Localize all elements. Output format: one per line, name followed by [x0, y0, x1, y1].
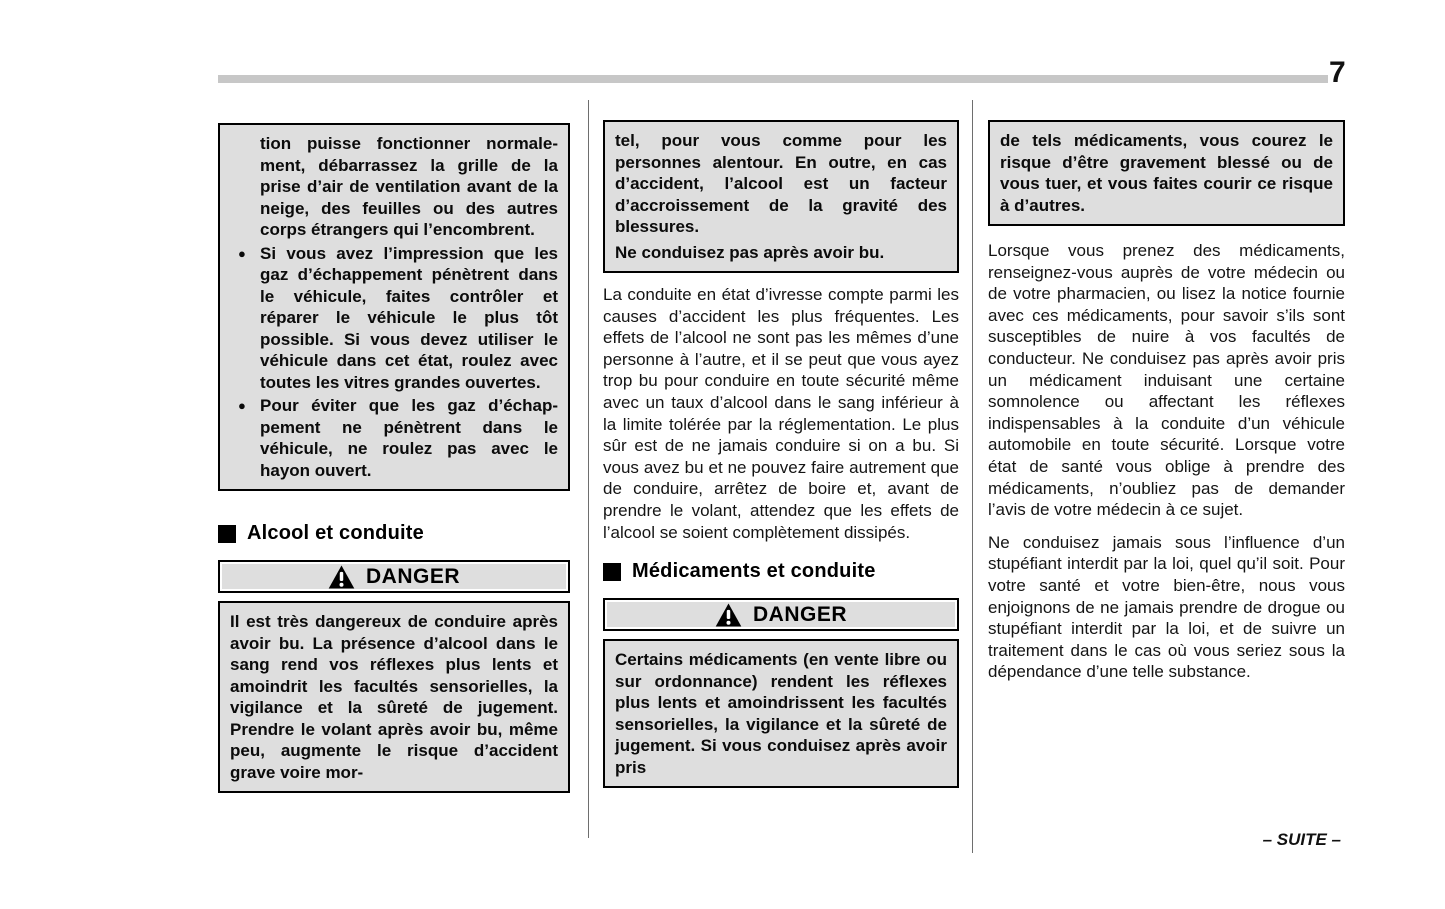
- warning-triangle-icon: [715, 603, 742, 627]
- section-heading-medicaments: [603, 560, 959, 583]
- warning-box-carryover: [218, 123, 570, 491]
- column-2: [603, 120, 959, 788]
- warning-text: tel, pour vous comme pour les personnes alentour. En outre, en cas d’accident, l’alcool est un facteur d’accroissement de la gravité des blessures.: [615, 131, 947, 236]
- body-paragraph: Lorsque vous prenez des médicaments, renseignez-vous auprès de votre médecin ou de votre pharmacien, ou lisez la notice fournie avec ces médicaments, pour savoir s’ils sont susceptibles de nuire à vos facultés de conducteur. Ne conduisez pas après avoir pris un médicament induisant une certaine somnolence ou affectant les réflexes indispensables à la conduite d’un véhicule automobile en toute sécurité. Lorsque votre état de santé vous oblige à prendre des médicaments, n’oubliez pas de demander l’avis de votre médecin à ce sujet.: [988, 241, 1345, 520]
- warning-text: Ne conduisez pas après avoir bu.: [615, 242, 885, 262]
- warning-triangle-icon: [328, 565, 355, 589]
- danger-label: DANGER: [752, 602, 847, 626]
- list-item: [230, 395, 558, 481]
- danger-text: Certains médicaments (en vente libre ou sur ordonnance) rendent les réflexes plus lents et amoindrissent les facultés sensorielles, la vigilance et la sûreté de jugement. Si vous conduisez après avoir pris: [615, 650, 947, 777]
- section-heading-text: Alcool et conduite: [247, 522, 424, 544]
- heading-square-icon: [218, 525, 236, 543]
- list-item: [230, 243, 558, 394]
- bullet-text: Pour éviter que les gaz d’échappement ne pénètrent dans le véhicule, ne roulez pas avec le hayon ouvert.: [260, 396, 558, 480]
- section-heading-text: Médicaments et conduite: [632, 560, 876, 583]
- column-1: [218, 123, 570, 793]
- continuation-marker: – SUITE –: [1262, 830, 1341, 849]
- danger-banner: [218, 560, 570, 593]
- body-paragraph: La conduite en état d’ivresse compte parmi les causes d’accident les plus fréquentes. Les effets de l’alcool ne sont pas les mêmes d’une personne à l’autre, et il se peut que vous ayez trop bu pour conduire en toute sécurité même avec un taux d’alcool dans le sang inférieur à la limite tolérée par la réglementation. Le plus sûr est de ne jamais conduire si on a bu. Si vous avez bu et ne pouvez faire autrement que de conduire, arrêtez de boire et, avant de prendre le volant, attendez que les effets de l’alcool se soient complètement dissipés.: [603, 285, 959, 542]
- danger-text: Il est très dangereux de conduire après avoir bu. La présence d’alcool dans le sang rend vos réflexes plus lents et amoindrit les facultés sensorielles, la vigilance et la sûreté de jugement. Prendre le volant après avoir bu, même peu, augmente le risque d’accident grave voire mor-: [230, 612, 558, 782]
- column-separator: [972, 100, 973, 853]
- bullet-icon: ●: [238, 245, 246, 261]
- column-separator: [588, 100, 589, 838]
- danger-label: DANGER: [365, 564, 460, 588]
- danger-banner: [603, 598, 959, 631]
- danger-text-box: [218, 601, 570, 793]
- section-heading-alcool: [218, 522, 570, 545]
- header-rule: [218, 75, 1328, 83]
- warning-text: de tels médicaments, vous courez le risque d’être gravement blessé ou de vous tuer, et vous faites courir ce risque à d’autres.: [1000, 131, 1333, 215]
- danger-text-box: [603, 639, 959, 788]
- page-number: 7: [1329, 56, 1346, 89]
- body-paragraph: Ne conduisez jamais sous l’influence d’un stupéfiant interdit par la loi, quel qu’il soit. Pour votre santé et votre bien-être, nous vous enjoignons de ne jamais prendre de drogue ou stupéfiant interdit par la loi, et de suivre un traitement dans le cas où vous seriez sous la dépendance d’une telle substance.: [988, 532, 1345, 682]
- warning-box-carryover: [988, 120, 1345, 226]
- column-3: [988, 120, 1345, 683]
- warning-box-carryover: [603, 120, 959, 273]
- heading-square-icon: [603, 563, 621, 581]
- bullet-icon: ●: [238, 398, 246, 413]
- warning-text: tion puisse fonctionner normalement, débarrassez la grille de la prise d’air de ventilation avant de la neige, des feuilles ou des autres corps étrangers qui l’encombrent.: [260, 134, 558, 239]
- bullet-text: Si vous avez l’impression que les gaz d’échappement pénètrent dans le véhicule, faites contrôler et réparer le véhicule le plus tôt possible. Si vous devez utiliser le véhicule dans cet état, roulez avec toutes les vitres grandes ouvertes.: [260, 243, 558, 392]
